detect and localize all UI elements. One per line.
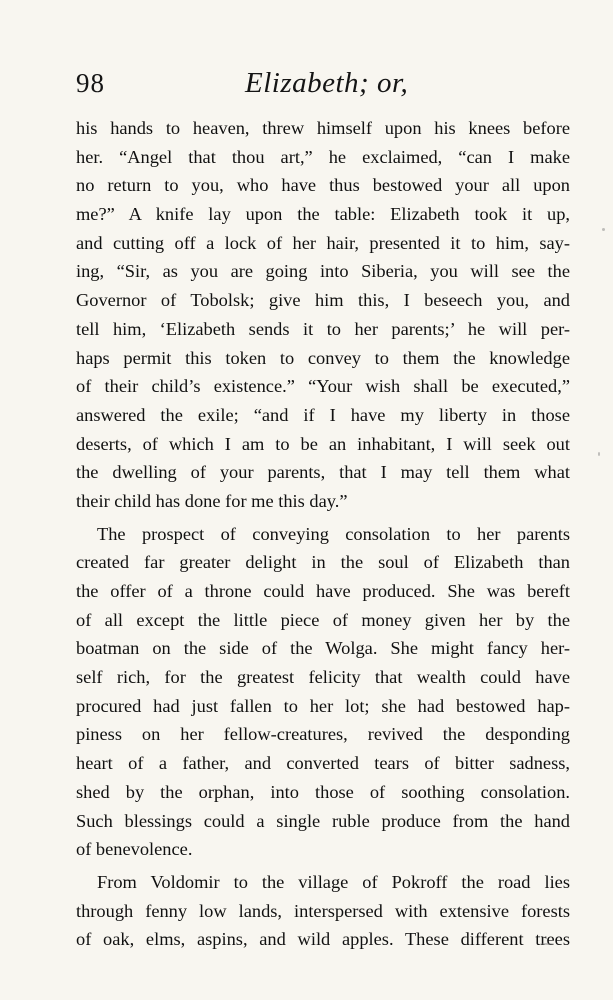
text-line: her. “Angel that thou art,” he exclaimed, “can I make [76,146,570,167]
paragraph-3 [76,868,570,954]
text-line: ing, “Sir, as you are going into Siberia, you will see the [76,261,570,282]
text-line: deserts, of which I am to be an inhabitant, I will seek out [76,433,570,454]
text-line: of all except the little piece of money given her by the [76,609,570,630]
paragraph-2 [76,520,570,864]
text-line: tell him, ‘Elizabeth sends it to her parents;’ he will per- [76,318,570,339]
text-line: the offer of a throne could have produced. She was bereft [76,581,570,601]
text-line: shed by the orphan, into those of soothing consolation. [76,781,570,802]
text-line: Governor of Tobolsk; give him this, I beseech you, and [76,290,570,311]
text-line: The prospect of conveying consolation to her parents [97,523,570,544]
text-line: created far greater delight in the soul of Elizabeth than [76,552,570,573]
page-header [76,68,576,108]
text-line: of oak, elms, aspins, and wild apples. These different trees [76,929,570,950]
running-title: Elizabeth; or, [245,67,409,99]
text-line: of benevolence. [76,839,193,860]
text-line: self rich, for the greatest felicity that wealth could have [76,667,570,688]
text-line: and cutting off a lock of her hair, presented it to him, say- [76,232,570,253]
text-line: boatman on the side of the Wolga. She might fancy her- [76,638,570,659]
text-line: their child has done for me this day.” [76,490,348,511]
text-line: me?” A knife lay upon the table: Elizabeth took it up, [76,204,570,225]
text-line: his hands to heaven, threw himself upon his knees before [76,118,570,138]
text-line: procured had just fallen to her lot; she had bestowed hap- [76,695,570,716]
text-line: haps permit this token to convey to them the knowledge [76,347,570,368]
text-line: no return to you, who have thus bestowed your all upon [76,175,570,196]
text-line: From Voldomir to the village of Pokroff the road lies [97,871,570,892]
text-line: answered the exile; “and if I have my liberty in those [76,404,570,425]
text-line: heart of a father, and converted tears of bitter sadness, [76,753,570,774]
scan-speck [602,228,605,231]
text-line: Such blessings could a single ruble produce from the hand [76,810,570,831]
body-text [76,114,570,954]
scan-speck [598,452,600,456]
text-line: the dwelling of your parents, that I may tell them what [76,462,570,483]
page-number: 98 [76,68,105,98]
text-line: of their child’s existence.” “Your wish shall be executed,” [76,376,570,397]
text-line: through fenny low lands, interspersed with extensive forests [76,900,570,921]
paragraph-1 [76,114,570,516]
text-line: piness on her fellow-creatures, revived the desponding [76,724,570,745]
scan-speck [540,943,554,945]
